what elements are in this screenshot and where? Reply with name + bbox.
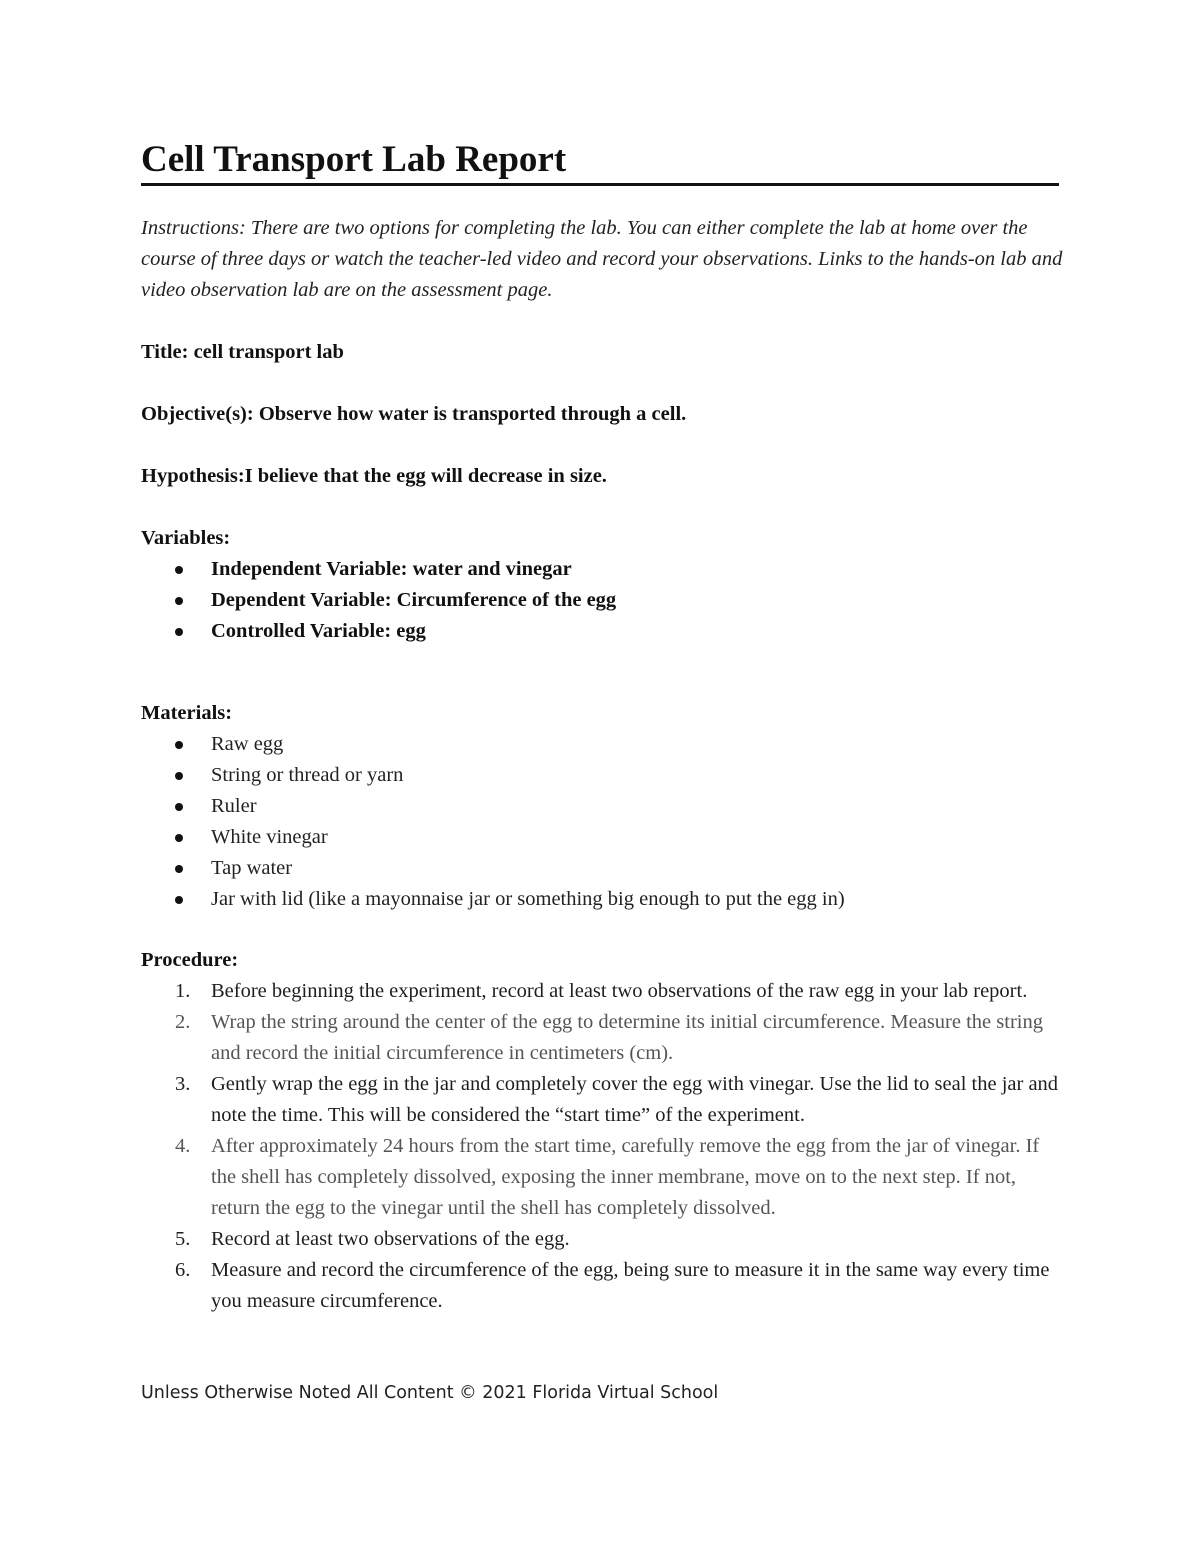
step-number: 5. — [175, 1228, 191, 1250]
list-item — [141, 853, 845, 884]
variables-list — [141, 554, 616, 647]
step-number: 2. — [175, 1011, 191, 1033]
step-text: Gently wrap the egg in the jar and completely cover the egg with vinegar. Use the lid to seal the jar and note the time. This will be considered the “start time” of the experiment. — [211, 1073, 1059, 1126]
material-text: White vinegar — [211, 826, 328, 848]
list-item — [141, 729, 845, 760]
variable-text: Dependent Variable: Circumference of the egg — [211, 589, 617, 611]
materials-heading: Materials: — [141, 702, 233, 724]
procedure-step — [141, 1069, 1061, 1131]
step-text: Measure and record the circumference of the egg, being sure to measure it in the same way every time you measure circumference. — [211, 1259, 1050, 1312]
list-item — [141, 616, 616, 647]
list-item — [141, 760, 845, 791]
step-number: 4. — [175, 1135, 191, 1157]
material-text: Raw egg — [211, 733, 284, 755]
bullet-icon — [175, 741, 183, 749]
step-number: 6. — [175, 1259, 191, 1281]
step-number: 1. — [175, 980, 191, 1002]
materials-list — [141, 729, 845, 915]
instructions-paragraph: Instructions: There are two options for completing the lab. You can either complete the lab at home over the course of three days or watch the teacher-led video and record your observations. Links to the hands-on lab and video observation lab are on the assessment page. — [141, 217, 1063, 301]
objective-field: Objective(s): Observe how water is transported through a cell. — [141, 403, 687, 425]
bullet-icon — [175, 628, 183, 636]
bullet-icon — [175, 803, 183, 811]
bullet-icon — [175, 566, 183, 574]
step-text: Before beginning the experiment, record at least two observations of the raw egg in your lab report. — [211, 980, 1028, 1002]
list-item — [141, 585, 616, 616]
title-underline — [141, 183, 1059, 186]
bullet-icon — [175, 772, 183, 780]
step-text: After approximately 24 hours from the start time, carefully remove the egg from the jar of vinegar. If the shell has completely dissolved, exposing the inner membrane, move on to the next step. If not, return the egg to the vinegar until the shell has completely dissolved. — [211, 1135, 1040, 1219]
material-text: Ruler — [211, 795, 257, 817]
variable-text: Controlled Variable: egg — [211, 620, 426, 642]
step-text: Record at least two observations of the egg. — [211, 1228, 570, 1250]
procedure-step — [141, 1131, 1061, 1224]
step-number: 3. — [175, 1073, 191, 1095]
bullet-icon — [175, 865, 183, 873]
procedure-step — [141, 1224, 1061, 1255]
procedure-step — [141, 1255, 1061, 1317]
bullet-icon — [175, 896, 183, 904]
document-title: Cell Transport Lab Report — [141, 139, 567, 180]
material-text: String or thread or yarn — [211, 764, 404, 786]
material-text: Tap water — [211, 857, 293, 879]
bullet-icon — [175, 834, 183, 842]
variable-text: Independent Variable: water and vinegar — [211, 558, 572, 580]
list-item — [141, 884, 845, 915]
bullet-icon — [175, 597, 183, 605]
copyright-footer: Unless Otherwise Noted All Content © 2021 Florida Virtual School — [141, 1383, 719, 1403]
procedure-step — [141, 1007, 1061, 1069]
list-item — [141, 554, 616, 585]
procedure-step — [141, 976, 1061, 1007]
list-item — [141, 822, 845, 853]
procedure-list — [141, 976, 1061, 1317]
lab-title-field: Title: cell transport lab — [141, 341, 344, 363]
hypothesis-field: Hypothesis:I believe that the egg will decrease in size. — [141, 465, 607, 487]
step-text: Wrap the string around the center of the egg to determine its initial circumference. Measure the string and record the initial circumference in centimeters (cm). — [211, 1011, 1043, 1064]
variables-heading: Variables: — [141, 527, 231, 549]
procedure-heading: Procedure: — [141, 949, 239, 971]
list-item — [141, 791, 845, 822]
material-text: Jar with lid (like a mayonnaise jar or something big enough to put the egg in) — [211, 888, 845, 910]
